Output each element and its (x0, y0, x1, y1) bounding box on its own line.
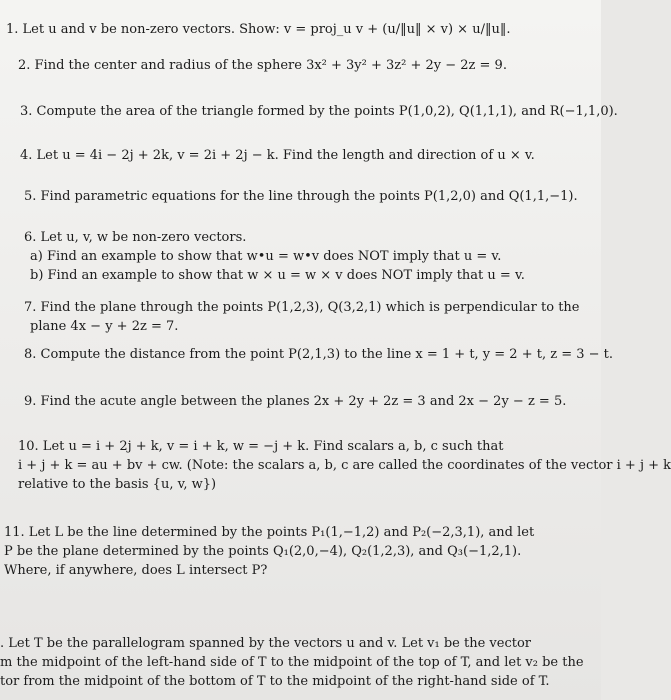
problem-line: P be the plane determined by the points Q₁(2,0,−4), Q₂(1,2,3), and Q₃(−1,2,1). (4, 544, 522, 559)
problem-line: tor from the midpoint of the bottom of T to the midpoint of the right-hand side of T. (0, 674, 550, 689)
problem-4 (20, 146, 535, 165)
problem-line: plane 4x − y + 2z = 7. (30, 319, 179, 334)
problem-5 (24, 187, 578, 206)
problem-line: Where, if anywhere, does L intersect P? (4, 563, 268, 578)
problem-line: 2. Find the center and radius of the sphere 3x² + 3y² + 3z² + 2y − 2z = 9. (18, 58, 507, 73)
problem-line: 11. Let L be the line determined by the points P₁(1,−1,2) and P₂(−2,3,1), and let (4, 525, 535, 540)
problem-line: 5. Find parametric equations for the line through the points P(1,2,0) and Q(1,1,−1). (24, 189, 578, 204)
problem-line: 4. Let u = 4i − 2j + 2k, v = 2i + 2j − k. Find the length and direction of u × v. (20, 148, 535, 163)
problem-line: 9. Find the acute angle between the planes 2x + 2y + 2z = 3 and 2x − 2y − z = 5. (24, 394, 567, 409)
problem-line: 3. Compute the area of the triangle formed by the points P(1,0,2), Q(1,1,1), and R(−1,1,0). (20, 104, 618, 119)
problem-line: m the midpoint of the left-hand side of T to the midpoint of the top of T, and let v₂ be the (0, 655, 584, 670)
problem-8 (24, 345, 613, 364)
problem-6 (24, 228, 525, 285)
problem-6a: a) Find an example to show that w•u = w•v does NOT imply that u = v. (30, 249, 502, 264)
problem-line: 1. Let u and v be non-zero vectors. Show: v = proj_u v + (u/‖u‖ × v) × u/‖u‖. (6, 22, 511, 37)
problem-12 (0, 634, 584, 691)
problem-line: . Let T be the parallelogram spanned by the vectors u and v. Let v₁ be the vector (0, 636, 532, 651)
problem-10 (18, 437, 671, 494)
problem-line: 10. Let u = i + 2j + k, v = i + k, w = −j + k. Find scalars a, b, c such that (18, 439, 504, 454)
problem-11 (4, 523, 534, 580)
problem-7 (24, 298, 579, 336)
problem-line: i + j + k = au + bv + cw. (Note: the scalars a, b, c are called the coordinates of the vector i + j + k (18, 458, 671, 473)
problem-2 (18, 56, 507, 75)
problem-line: relative to the basis {u, v, w}) (18, 477, 217, 492)
problem-1 (6, 20, 510, 39)
problem-line: 8. Compute the distance from the point P(2,1,3) to the line x = 1 + t, y = 2 + t, z = 3 − t. (24, 347, 614, 362)
problem-9 (24, 392, 566, 411)
problem-line: 6. Let u, v, w be non-zero vectors. (24, 230, 247, 245)
problem-3 (20, 102, 618, 121)
problem-line: 7. Find the plane through the points P(1,2,3), Q(3,2,1) which is perpendicular to the (24, 300, 580, 315)
problem-6b: b) Find an example to show that w × u = w × v does NOT imply that u = v. (30, 268, 525, 283)
